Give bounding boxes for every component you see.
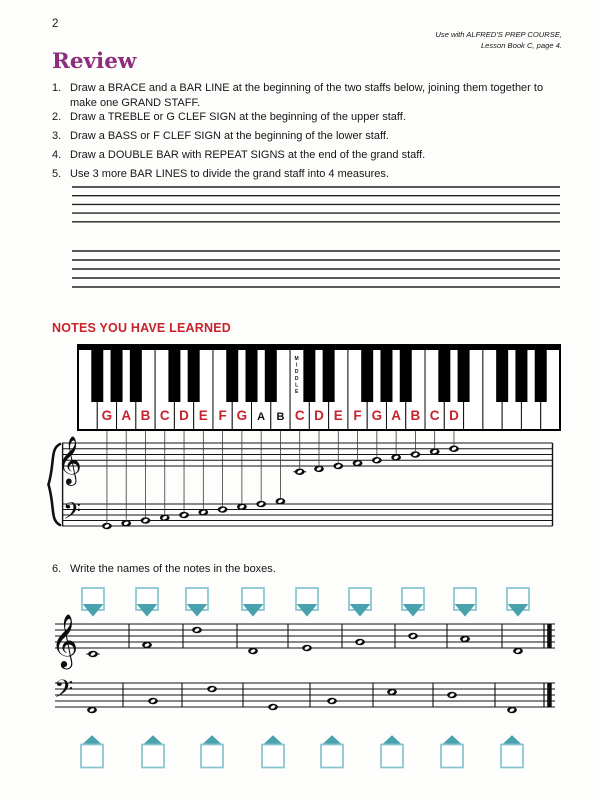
answer-box[interactable] — [402, 588, 424, 617]
blank-staff-lower[interactable] — [72, 251, 560, 287]
whole-note — [507, 707, 517, 714]
use-with-line1: Use with ALFRED'S PREP COURSE, — [435, 30, 562, 39]
item-text: Draw a BASS or F CLEF SIGN at the beginning of the lower staff. — [70, 130, 389, 142]
key-label: G — [101, 408, 113, 423]
whole-note — [198, 509, 208, 516]
exercise-number: 6. — [52, 563, 62, 575]
whole-note — [87, 707, 97, 714]
middle-c-label: M — [294, 356, 299, 362]
key-label: B — [276, 411, 285, 423]
blank-staff-upper[interactable] — [72, 187, 560, 222]
whole-note — [160, 515, 170, 522]
black-key — [496, 350, 508, 402]
key-label: A — [391, 408, 401, 423]
answer-box[interactable] — [349, 588, 371, 617]
black-key — [265, 350, 277, 402]
item-number: 1. — [52, 82, 62, 94]
key-label: C — [159, 408, 170, 423]
answer-box[interactable] — [507, 588, 529, 617]
whole-note — [218, 506, 228, 513]
key-label: E — [333, 408, 343, 423]
black-key — [400, 350, 412, 402]
whole-note — [449, 446, 459, 453]
whole-note — [302, 645, 312, 652]
exercise-treble-row — [51, 588, 555, 669]
key-label: D — [449, 408, 459, 423]
whole-note — [372, 457, 382, 464]
answer-box[interactable] — [296, 588, 318, 617]
answer-box[interactable] — [242, 588, 264, 617]
answer-box[interactable] — [262, 735, 284, 767]
whole-note — [248, 648, 258, 655]
key-label: A — [257, 411, 266, 423]
middle-c-label: E — [294, 389, 299, 395]
bass-clef-icon: 𝄢 — [63, 497, 82, 530]
middle-c-label: I — [295, 362, 298, 369]
black-key — [515, 350, 527, 402]
key-label: D — [179, 408, 189, 423]
answer-box[interactable] — [142, 735, 164, 767]
whole-note — [237, 504, 247, 511]
item-text: Draw a DOUBLE BAR with REPEAT SIGNS at the end of the grand staff. — [70, 149, 426, 161]
exercise-text: Write the names of the notes in the boxes. — [70, 563, 276, 575]
whole-note — [192, 627, 202, 634]
key-label: G — [371, 408, 383, 423]
black-key — [168, 350, 180, 402]
whole-note — [88, 651, 98, 658]
answer-box[interactable] — [441, 735, 463, 767]
key-label: E — [198, 408, 208, 423]
piano-keyboard — [78, 345, 560, 430]
notes-learned-title: NOTES YOU HAVE LEARNED — [52, 321, 231, 335]
page-number: 2 — [52, 18, 59, 30]
key-label: C — [294, 408, 305, 423]
item-number: 5. — [52, 168, 62, 180]
key-label: B — [140, 408, 151, 423]
final-double-bar — [547, 624, 552, 649]
answer-box[interactable] — [501, 735, 523, 767]
whole-note — [411, 451, 421, 458]
item-text: Draw a BRACE and a BAR LINE at the beginning of the two staffs below, joining them together to make one GRAND STAFF. — [70, 82, 544, 109]
whole-note — [102, 523, 112, 530]
middle-c-label: D — [294, 369, 299, 376]
answer-box[interactable] — [454, 588, 476, 617]
key-label: G — [236, 408, 248, 423]
whole-note — [387, 689, 397, 696]
whole-note — [295, 469, 305, 476]
key-label: F — [218, 408, 227, 423]
grand-staff-chart — [49, 431, 553, 530]
whole-note — [430, 448, 440, 455]
treble-clef-icon: 𝄞 — [57, 435, 82, 484]
whole-note — [276, 498, 286, 505]
whole-note — [141, 517, 151, 524]
whole-note — [268, 704, 278, 711]
exercise-bass-row — [54, 675, 555, 768]
whole-note — [353, 460, 363, 467]
whole-note — [355, 639, 365, 646]
whole-note — [142, 642, 152, 649]
key-label: A — [121, 408, 132, 423]
answer-box[interactable] — [321, 735, 343, 767]
whole-note — [207, 686, 217, 693]
black-key — [91, 350, 103, 402]
key-label: B — [410, 408, 421, 423]
black-key — [438, 350, 450, 402]
middle-c-label: D — [294, 375, 299, 382]
treble-clef-icon: 𝄞 — [51, 613, 79, 667]
whole-note — [513, 648, 523, 655]
item-text: Draw a TREBLE or G CLEF SIGN at the beginning of the upper staff. — [70, 111, 406, 123]
middle-c-label: L — [295, 382, 299, 389]
answer-box[interactable] — [136, 588, 158, 617]
answer-box[interactable] — [201, 735, 223, 767]
item-number: 3. — [52, 130, 62, 142]
item-number: 2. — [52, 111, 62, 123]
answer-box[interactable] — [381, 735, 403, 767]
whole-note — [391, 454, 401, 461]
use-with-line2: Lesson Book C, page 4. — [480, 40, 562, 50]
black-key — [111, 350, 123, 402]
answer-box[interactable] — [81, 735, 103, 767]
final-double-bar — [547, 683, 552, 708]
black-key — [361, 350, 373, 402]
whole-note — [179, 512, 189, 519]
whole-note — [327, 698, 337, 705]
whole-note — [256, 501, 266, 508]
black-key — [380, 350, 392, 402]
item-text: Use 3 more BAR LINES to divide the grand staff into 4 measures. — [70, 168, 389, 180]
review-title: Review — [52, 49, 137, 74]
answer-box[interactable] — [186, 588, 208, 617]
black-key — [323, 350, 335, 402]
whole-note — [333, 463, 343, 470]
black-key — [130, 350, 142, 402]
item-number: 4. — [52, 149, 62, 161]
whole-note — [447, 692, 457, 699]
black-key — [303, 350, 315, 402]
whole-note — [148, 698, 158, 705]
key-label: D — [314, 408, 324, 423]
key-label: F — [353, 408, 362, 423]
black-key — [458, 350, 470, 402]
whole-note — [460, 636, 470, 643]
black-key — [535, 350, 547, 402]
black-key — [188, 350, 200, 402]
whole-note — [408, 633, 418, 640]
answer-box[interactable] — [82, 588, 104, 617]
key-label: C — [429, 408, 440, 423]
whole-note — [314, 466, 324, 473]
black-key — [226, 350, 238, 402]
bass-clef-icon: 𝄢 — [54, 675, 74, 710]
black-key — [246, 350, 258, 402]
whole-note — [121, 520, 131, 527]
